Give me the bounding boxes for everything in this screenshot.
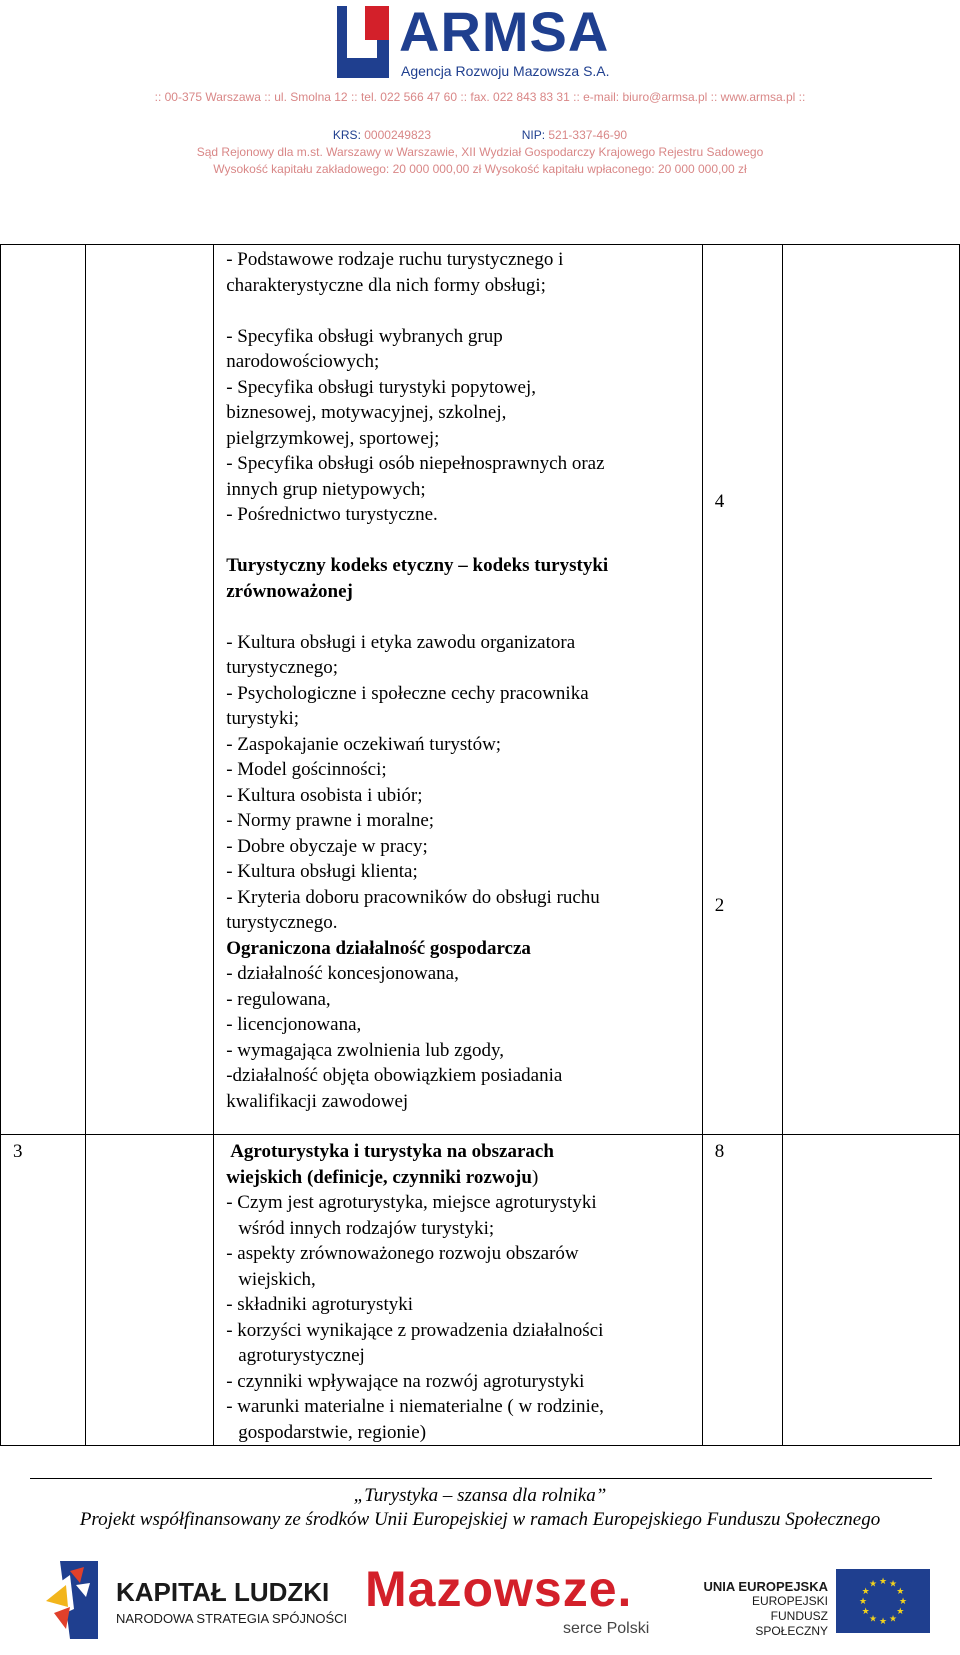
kapital-ludzki-subtitle: NARODOWA STRATEGIA SPÓJNOŚCI (116, 1611, 348, 1626)
row1-content (214, 245, 703, 1135)
eu-star-icon: ★ (896, 1586, 905, 1596)
table-row (1, 1135, 960, 1446)
content-line: - Pośrednictwo turystyczne. (226, 504, 438, 525)
eu-star-icon: ★ (868, 1578, 878, 1589)
eu-line3: FUNDUSZ SPOŁECZNY (755, 1609, 828, 1638)
content-line: pielgrzymkowej, sportowej; (226, 427, 440, 449)
content-line: turystyki; (226, 708, 300, 729)
kapital-ludzki-name: KAPITAŁ LUDZKI (116, 1577, 330, 1607)
content-line: - składniki agroturystyki (226, 1294, 414, 1315)
eu-star-icon: ★ (861, 1606, 870, 1616)
heading-tail: ) (531, 1166, 539, 1188)
content-line: -działalność objęta obowiązkiem posiadania (226, 1065, 563, 1086)
content-line: turystycznego; (226, 657, 339, 678)
kapital-ludzki-logo (40, 1555, 350, 1645)
content-line: - Kryteria doboru pracowników do obsługi ruchu (226, 886, 600, 908)
cofinancing-note: Projekt współfinansowany ze środków Unii Europejskiej w ramach Europejskiego Funduszu Społecznego (79, 1509, 881, 1530)
content-line: wiejskich, (238, 1268, 316, 1290)
content-line: - Specyfika obsługi wybranych grup (226, 325, 503, 347)
content-line: gospodarstwie, regionie) (238, 1421, 427, 1443)
content-line: - Zaspokajanie oczekiwań turystów; (226, 733, 502, 755)
footer-logos (30, 1555, 932, 1647)
armsa-logo-icon (337, 6, 389, 78)
content-line: - czynniki wpływające na rozwój agroturystyki (226, 1370, 585, 1392)
eu-line2: EUROPEJSKI (751, 1594, 828, 1608)
capital-line: Wysokość kapitału zakładowego: 20 000 000,00 zł Wysokość kapitału wpłaconego: 20 000 000,00 zł (213, 162, 747, 176)
content-line: - korzyści wynikające z prowadzenia działalności (226, 1319, 604, 1341)
eu-star-icon: ★ (868, 1613, 878, 1624)
contact-line: :: 00-375 Warszawa :: ul. Smolna 12 :: tel. 022 566 47 60 :: fax. 022 843 83 31 :: e-mail: biuro@armsa.pl :: www.armsa.pl :: (154, 90, 806, 104)
table-row (1, 245, 960, 1135)
armsa-logo (337, 0, 629, 82)
syllabus-table (0, 244, 960, 1446)
content-line: - Normy prawne i moralne; (226, 810, 435, 831)
eu-star-icon: ★ (898, 1596, 908, 1606)
content-line: agroturystycznej (238, 1345, 365, 1366)
subsection-heading: Ograniczona działalność gospodarcza (226, 937, 531, 959)
content-line: - regulowana, (226, 988, 331, 1010)
mazowsze-name: Mazowsze. (365, 1561, 633, 1617)
krs-value: 0000249823 (364, 128, 431, 142)
letterhead (0, 0, 960, 180)
section-heading: zrównoważonej (226, 580, 353, 602)
hours-cell (702, 1135, 782, 1446)
content-line: - Dobre obyczaje w pracy; (226, 835, 428, 857)
eu-star-icon: ★ (888, 1578, 898, 1589)
eu-star-icon: ★ (896, 1606, 905, 1616)
content-line: turystycznego. (226, 912, 338, 933)
eu-text (698, 1579, 828, 1639)
court-line: Sąd Rejonowy dla m.st. Warszawy w Warszawie, XII Wydział Gospodarczy Krajowego Rejestru Sadowego (196, 145, 764, 159)
content-line: - Specyfika obsługi osób niepełnosprawnych oraz (226, 453, 605, 474)
content-line: - Specyfika obsługi turystyki popytowej, (226, 376, 536, 398)
content-line: - licencjonowana, (226, 1014, 362, 1035)
content-line: - wymagająca zwolnienia lub zgody, (226, 1039, 505, 1061)
content-line: biznesowej, motywacyjnej, szkolnej, (226, 402, 507, 423)
content-line: narodowościowych; (226, 351, 380, 372)
content-line: innych grup nietypowych; (226, 478, 426, 500)
logo-name: ARMSA (399, 0, 610, 63)
mazowsze-tagline: serce Polski (563, 1620, 650, 1637)
content-line: kwalifikacji zawodowej (226, 1090, 409, 1112)
row1-col2 (86, 245, 214, 1135)
hours-value: 4 (714, 491, 725, 512)
eu-line1: UNIA EUROPEJSKA (703, 1579, 828, 1594)
mazowsze-logo (365, 1559, 665, 1645)
content-line: - aspekty zrównoważonego rozwoju obszarów (226, 1243, 579, 1264)
logo-subtitle: Agencja Rozwoju Mazowsza S.A. (401, 63, 610, 79)
content-line: - warunki materialne i niematerialne ( w rodzinie, (226, 1396, 604, 1417)
content-line: - Czym jest agroturystyka, miejsce agroturystyki (226, 1192, 597, 1213)
kapital-ludzki-icon (40, 1555, 104, 1645)
footer-divider (30, 1478, 932, 1479)
content-line: charakterystyczne dla nich formy obsługi; (226, 274, 546, 296)
eu-star-icon: ★ (878, 1616, 888, 1626)
hours-value: 2 (714, 894, 725, 916)
row1-col5 (782, 245, 959, 1135)
section-heading: wiejskich (definicje, czynniki rozwoju (226, 1166, 532, 1188)
content-line: - działalność koncesjonowana, (226, 963, 459, 984)
content-line: - Kultura osobista i ubiór; (226, 784, 423, 806)
section-heading: Turystyczny kodeks etyczny – kodeks turystyki (226, 555, 609, 576)
content-line: - Podstawowe rodzaje ruchu turystycznego i (226, 249, 564, 270)
row3-col2 (86, 1135, 214, 1446)
row3-col5 (782, 1135, 959, 1446)
eu-flag-icon (836, 1569, 930, 1633)
content-line: - Kultura obsługi i etyka zawodu organizatora (226, 631, 576, 653)
eu-star-icon: ★ (888, 1613, 898, 1624)
content-line: - Model gościnności; (226, 759, 387, 780)
row1-col1 (1, 245, 86, 1135)
section-heading: Agroturystyka i turystyka na obszarach (230, 1141, 554, 1162)
krs-label: KRS: (332, 128, 361, 142)
hours-value: 8 (714, 1141, 725, 1162)
row3-content (214, 1135, 703, 1446)
eu-star-icon: ★ (878, 1576, 888, 1586)
hours-cell (702, 245, 782, 1135)
row-number: 3 (13, 1141, 23, 1162)
nip-value: 521-337-46-90 (548, 128, 628, 142)
registry-line (0, 127, 960, 143)
eu-star-icon: ★ (861, 1586, 870, 1596)
row-number-cell (1, 1135, 86, 1446)
content-line: - Psychologiczne i społeczne cechy pracownika (226, 682, 589, 704)
content-line: - Kultura obsługi klienta; (226, 861, 418, 882)
content-line: wśród innych rodzajów turystyki; (238, 1217, 495, 1239)
eu-star-icon: ★ (858, 1596, 868, 1606)
nip-label: NIP: (521, 128, 546, 142)
project-title: „Turystyka – szansa dla rolnika” (353, 1485, 607, 1506)
